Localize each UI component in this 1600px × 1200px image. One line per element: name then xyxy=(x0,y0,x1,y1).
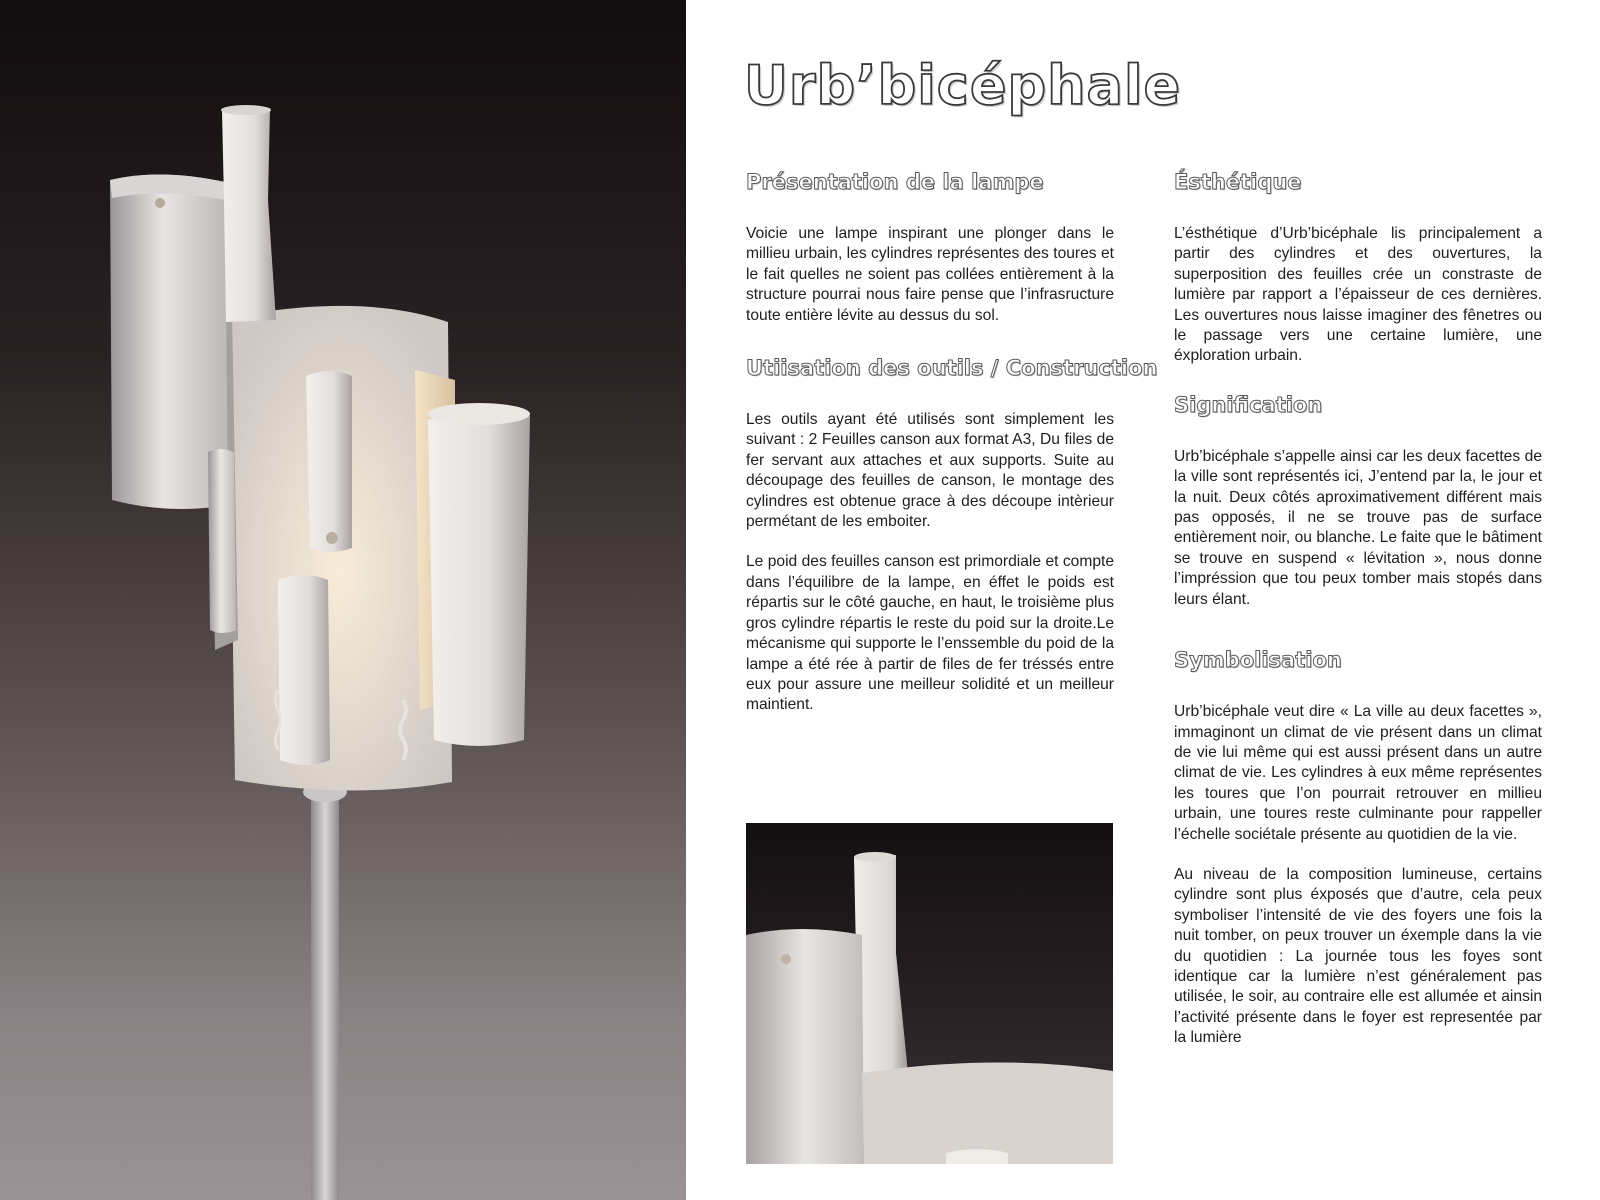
symbolisation-heading: Symbolisation xyxy=(1174,648,1342,673)
symbolisation-text-2: Au niveau de la composition lumineuse, certains cylindre sont plus éxposés que d’autre, cela peux symboliser l’intensité de vie des foyers une fois la nuit tomber, on peux trouver un éxemple dans la vie du quotidien : La journée tous les foyes sont identique car la lumière n’est généralement pas utilisée, le soir, au contraire elle est allumée et ainsin l’activité présente dans le foyer est representée par la lumière xyxy=(1174,865,1542,1047)
construction-text-2: Le poid des feuilles canson est primordiale et compte dans l’équilibre de la lampe, en éffet le poids est répartis sur le côté gauche, en haut, le troisième plus gros cylindre répartis le reste du poid sur la droite.Le mécanisme qui supporte le l’enssemble du poid de la lampe a été rée à partir de files de fer tréssés entre eux pour assure une meilleur solidité et un meilleur maintient. xyxy=(746,553,1114,714)
esthetique-heading: Ésthétique xyxy=(1174,170,1302,194)
construction-heading: Utiisation des outils / Construction xyxy=(746,356,1158,381)
signification-text: Urb’bicéphale s’appelle ainsi car les deux facettes de la ville sont représentés ici, J’entend par la, le jour et la nuit. Deux côtés aproximativement différent mais pas opposés, il ne se trouve pas de surface entièrement noir, ou blanche. Le faite que le bâtiment se trouve en suspend « lévitation », nous donne l’impréssion que tou peux tomber mais stopés dans leurs élant. xyxy=(1174,447,1542,608)
signification-heading: Signification xyxy=(1174,392,1323,417)
construction-text-1: Les outils ayant été utilisés sont simplement les suivant : 2 Feuilles canson aux format A3, Du files de fer servant aux attaches et aux supports. Suite au découpage des feuilles de canson, le montage des cylindres est obtenue grace à des découpe intèrieur permétant de les emboiter. xyxy=(746,411,1114,531)
symbolisation-text-1: Urb’bicéphale veut dire « La ville au deux facettes », immaginont un climat de vie présent dans un climat de vie lui même qui est aussi présent dans un autre climat de vie. Les cylindres à eux même représentes les toures que l’on pourrait retrouver en millieu urbain, une toures reste culminante pour rappeller l’échelle sociétale présente au quotidien de la vie. xyxy=(1174,703,1542,843)
paper-lamp-photo-icon xyxy=(0,0,686,1200)
left-text-column xyxy=(746,170,1158,716)
lamp-detail-photo xyxy=(746,823,1113,1164)
presentation-text: Voicie une lampe inspirant une plonger dans le millieu urbain, les cylindres représentes des toures et le fait quelles ne soient pas collées entièrement à la structure pourrai nous faire pense que l’infrasructure toute entière lévite au dessus du sol. xyxy=(746,225,1114,324)
paper-lamp-detail-photo-icon xyxy=(746,823,1113,1164)
lamp-photo xyxy=(0,0,686,1200)
page-title: Urb’bicéphale xyxy=(744,54,1182,117)
presentation-heading: Présentation de la lampe xyxy=(746,170,1044,194)
esthetique-text: L’ésthétique d’Urb’bicéphale lis principalement a partir des cylindres et des ouvertures, la superposition des feuilles crée un constraste de lumière par rapport a l’épaisseur de ces dernières. Les ouvertures nous laisse imaginer des fênetres ou le passage vers une certaine lumière, une éxploration urbain. xyxy=(1174,225,1542,365)
right-text-column xyxy=(1174,170,1542,1049)
